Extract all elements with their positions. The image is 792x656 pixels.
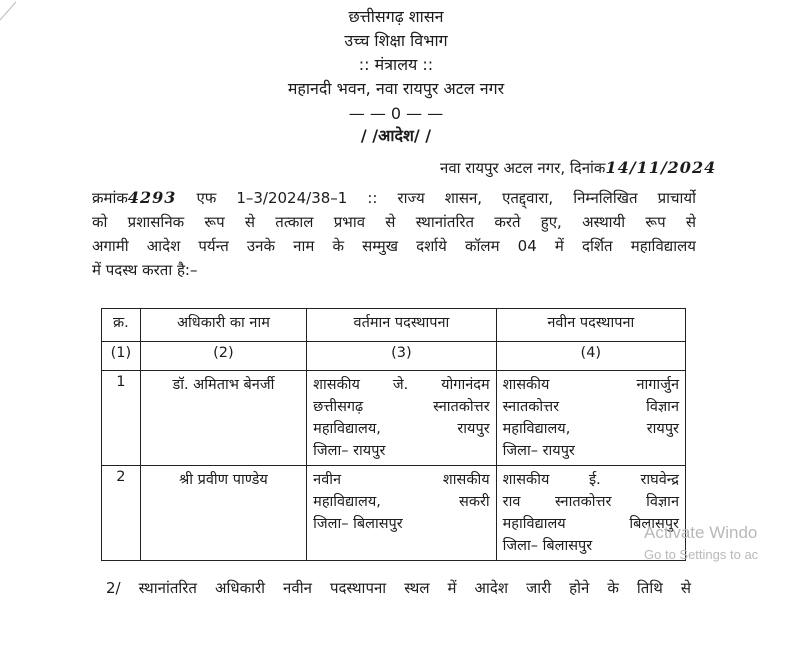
header-government: छत्तीसगढ़ शासन	[348, 7, 444, 26]
row-serial: 2	[102, 466, 141, 561]
new-posting-line: शासकीय ई. राघवेन्द्र	[502, 472, 679, 488]
order-line-2: को प्रशासनिक रूप से तत्काल प्रभाव से स्थानांतरित करते हुए, अस्थायी रूप से	[92, 213, 696, 231]
header-address: महानदी भवन, नवा रायपुर अटल नगर	[287, 79, 505, 98]
officer-name: डॉ. अमिताभ बेनर्जी	[140, 371, 306, 466]
order-line-3: अगामी आदेश पर्यन्त उनके नाम के सम्मुख दर्शाये कॉलम 04 में दर्शित महाविद्यालय	[92, 237, 696, 255]
table-column-number-row	[102, 342, 686, 371]
order-title: / /आदेश/ /	[360, 126, 432, 145]
new-posting	[496, 371, 685, 466]
transfer-table	[101, 308, 686, 561]
current-posting-line: महाविद्यालय, रायपुर	[313, 421, 490, 437]
current-posting-line: जिला– रायपुर	[313, 443, 386, 459]
header-separator: — — 0 — —	[348, 104, 444, 123]
new-posting-line: महाविद्यालय, रायपुर	[502, 421, 679, 437]
header-department: उच्च शिक्षा विभाग	[344, 31, 448, 50]
current-posting-line: जिला– बिलासपुर	[313, 516, 403, 532]
new-posting-line: राव स्नातकोत्तर विज्ञान	[502, 494, 679, 510]
new-posting-line: स्नातकोत्तर विज्ञान	[502, 399, 679, 415]
current-posting-line: शासकीय जे. योगानंदम	[313, 377, 490, 393]
current-posting-line: नवीन शासकीय	[313, 472, 490, 488]
watermark-subtitle: Go to Settings to ac	[644, 547, 759, 562]
new-posting	[496, 466, 685, 561]
table-row	[102, 371, 686, 466]
kramank-label: क्रमांक	[92, 189, 128, 207]
order-line-4: में पदस्थ करता है:–	[92, 261, 198, 279]
col-number: (1)	[102, 342, 141, 371]
col-number: (2)	[140, 342, 306, 371]
paragraph-2: 2/ स्थानांतरित अधिकारी नवीन पदस्थापना स्थल में आदेश जारी होने के तिथि से	[106, 579, 691, 597]
current-posting-line: छत्तीसगढ़ स्नातकोत्तर	[313, 399, 490, 415]
col-number: (3)	[307, 342, 496, 371]
col-header-new-posting: नवीन पदस्थापना	[496, 309, 685, 342]
current-posting-line: महाविद्यालय, सकरी	[313, 494, 490, 510]
order-date: 14/11/2024	[605, 158, 717, 177]
order-line-1-text: एफ 1–3/2024/38–1 :: राज्य शासन, एतद्द्वारा, निम्नलिखित प्राचार्यो	[196, 189, 696, 207]
new-posting-line: शासकीय नागार्जुन	[502, 377, 679, 393]
col-header-officer: अधिकारी का नाम	[140, 309, 306, 342]
current-posting	[307, 371, 496, 466]
officer-name: श्री प्रवीण पाण्डेय	[140, 466, 306, 561]
dateline	[440, 158, 716, 178]
header-ministry: :: मंत्रालय ::	[358, 55, 434, 74]
new-posting-line: जिला– बिलासपुर	[502, 538, 593, 554]
kramank-number: 4293	[127, 188, 177, 207]
col-header-sn: क्र.	[102, 309, 141, 342]
new-posting-line: जिला– रायपुर	[502, 443, 575, 459]
table-row	[102, 466, 686, 561]
watermark-title: Activate Windo	[644, 523, 758, 542]
order-paragraph	[92, 186, 696, 282]
row-serial: 1	[102, 371, 141, 466]
table-header-row	[102, 309, 686, 342]
current-posting	[307, 466, 496, 561]
col-header-current-posting: वर्तमान पदस्थापना	[307, 309, 496, 342]
order-line-1	[92, 186, 696, 210]
dateline-place: नवा रायपुर अटल नगर, दिनांक	[440, 159, 606, 177]
new-posting-line: महाविद्यालय बिलासपुर	[502, 516, 679, 532]
col-number: (4)	[496, 342, 685, 371]
